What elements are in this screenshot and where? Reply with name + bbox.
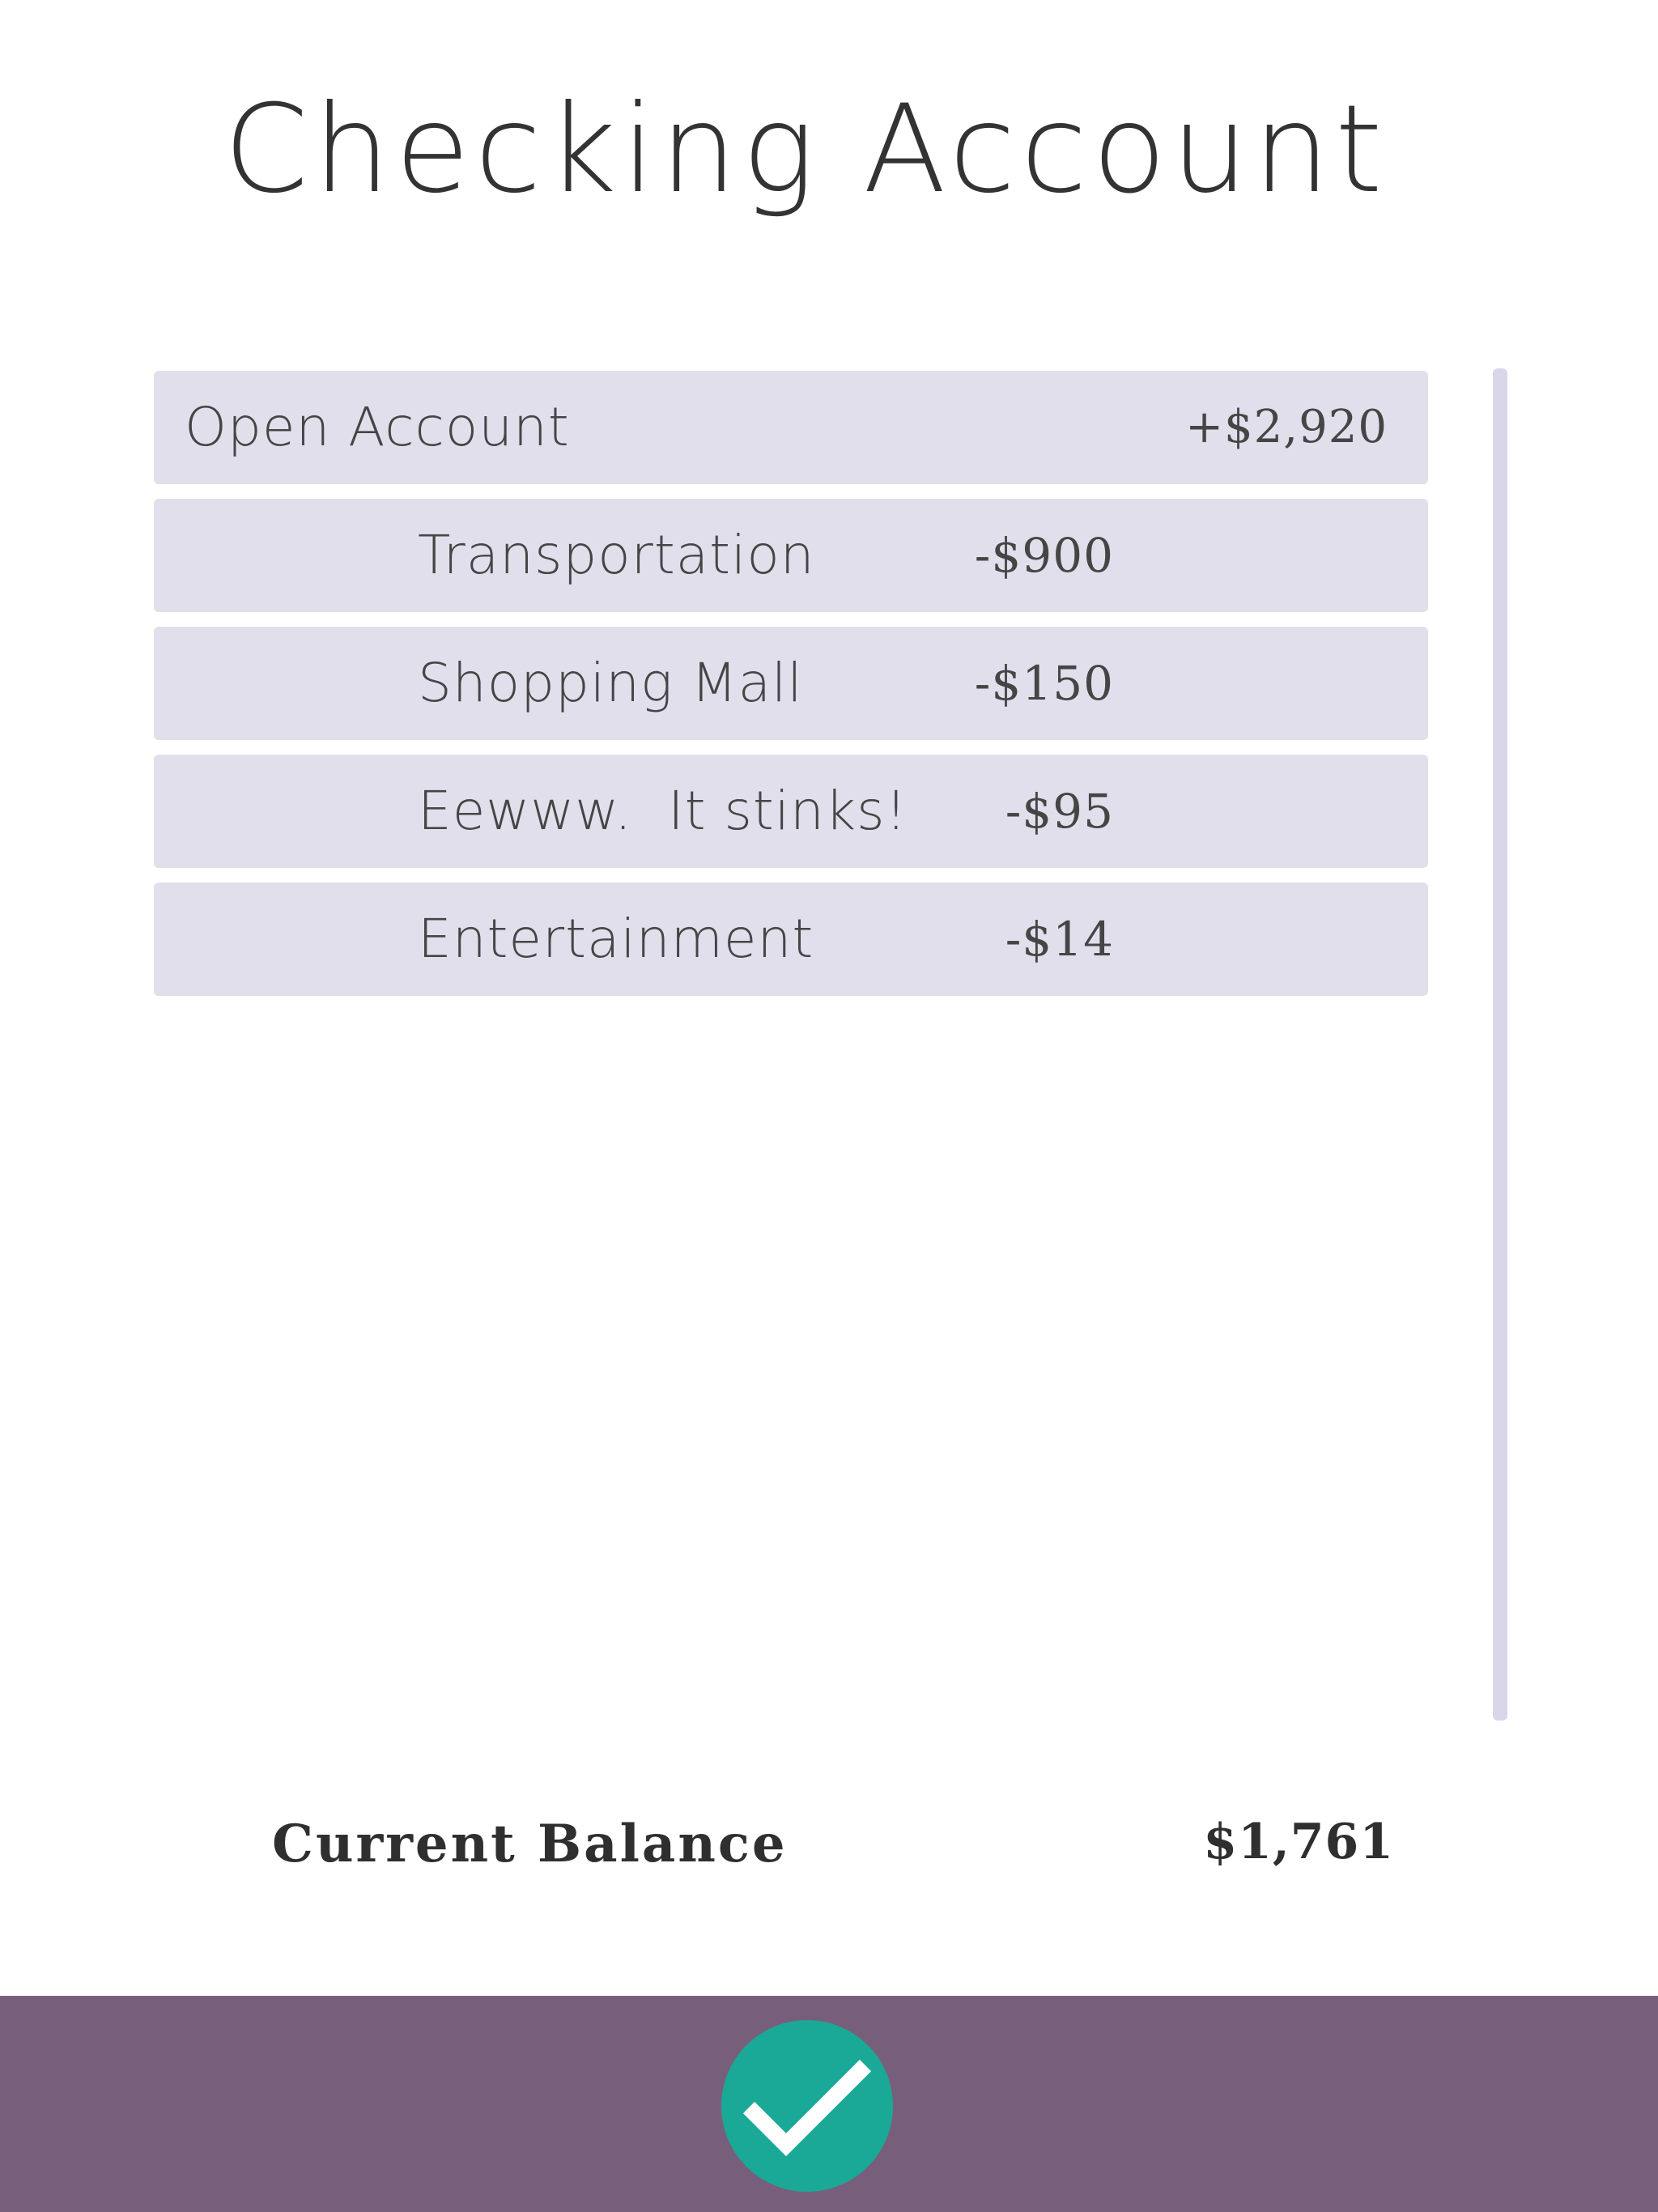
transaction-amount: -$14 [1005,912,1114,967]
scrollbar[interactable] [1493,368,1507,1721]
transaction-row-shopping-mall[interactable] [154,627,1428,740]
transaction-row-it-stinks[interactable] [154,755,1428,868]
current-balance-label: Current Balance [272,1814,788,1874]
transaction-row-open-account[interactable] [154,371,1428,484]
transaction-label: Transportation [418,524,815,586]
transaction-label: Shopping Mall [418,652,803,714]
current-balance-value: $1,761 [1203,1814,1394,1870]
transaction-amount: -$150 [974,656,1114,711]
transaction-amount: -$900 [974,528,1114,583]
transaction-list[interactable] [154,371,1428,1723]
page-title: Checking Account [223,79,1388,220]
transaction-label: Entertainment [418,908,814,970]
transaction-row-entertainment[interactable] [154,883,1428,996]
transaction-label: Eewww. It stinks! [418,780,908,842]
transaction-amount: -$95 [1005,784,1114,839]
transaction-label: Open Account [185,396,570,458]
transaction-row-transportation[interactable] [154,499,1428,612]
confirm-button[interactable] [721,2020,893,2192]
transaction-amount: +$2,920 [1185,401,1388,453]
checkmark-icon [721,2020,893,2192]
